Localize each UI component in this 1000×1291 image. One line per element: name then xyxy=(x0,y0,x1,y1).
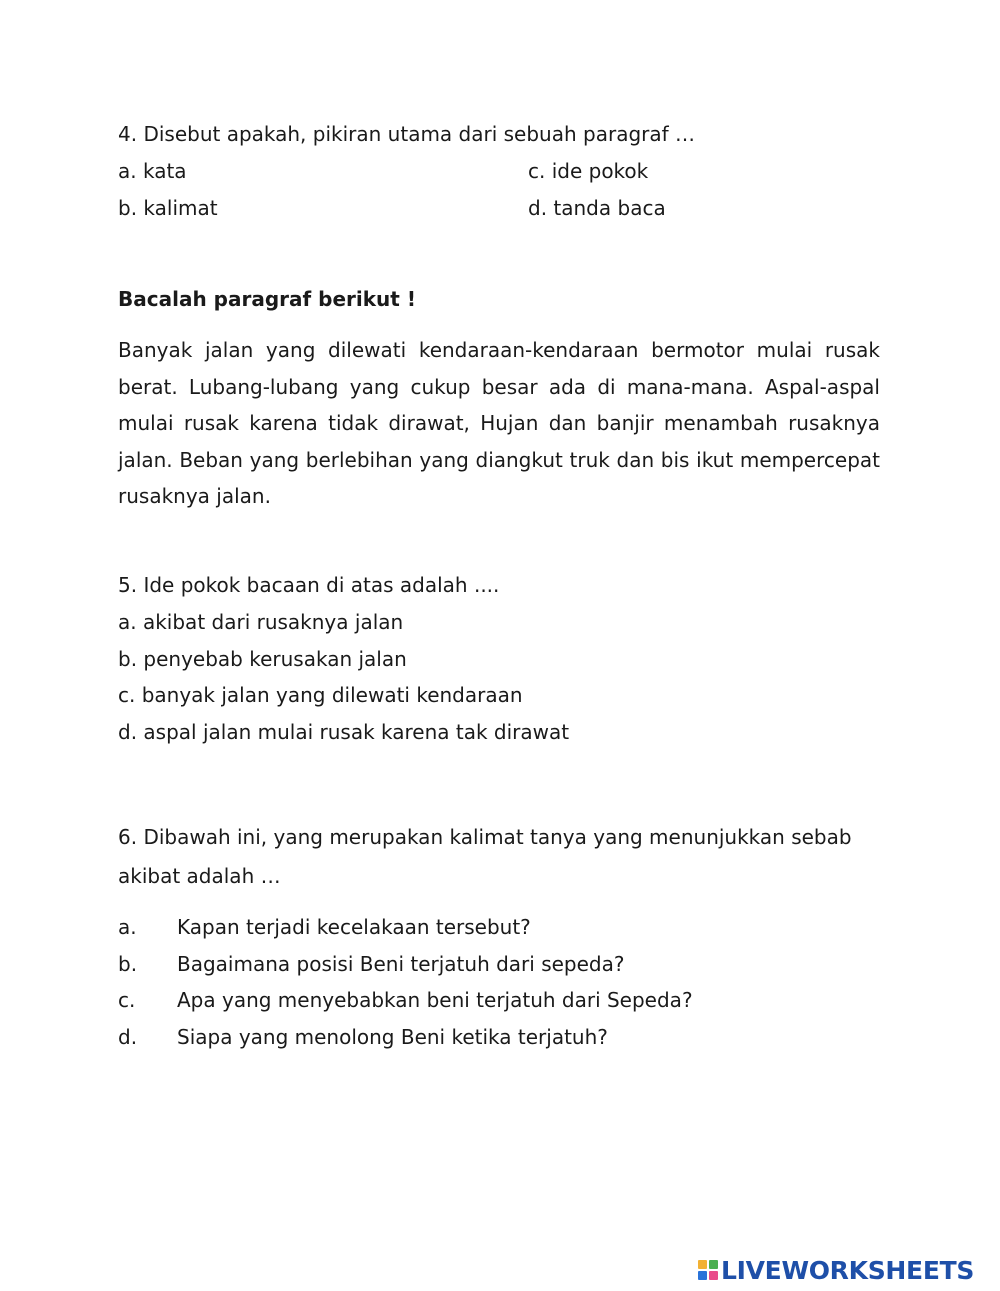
reading-paragraph: Banyak jalan yang dilewati kendaraan-kendaraan bermotor mulai rusak berat. Lubang-lubang yang cukup besar ada di mana-mana. Aspal-aspal mulai rusak karena tidak dirawat, Hujan dan banjir menambah rusaknya jalan. Beban yang berlebihan yang diangkut truk dan bis ikut mempercepat rusaknya jalan. xyxy=(118,338,880,508)
q5-question: 5. Ide pokok bacaan di atas adalah .... xyxy=(118,573,500,597)
logo-block xyxy=(698,1260,707,1269)
q6-option-text: Kapan terjadi kecelakaan tersebut? xyxy=(177,915,531,939)
q6-option-a xyxy=(118,917,531,937)
q4-option-a: a. kata xyxy=(118,159,187,183)
logo-block xyxy=(698,1271,707,1280)
q6-option-d xyxy=(118,1027,608,1047)
q6-option-text: Siapa yang menolong Beni ketika terjatuh? xyxy=(177,1025,608,1049)
q6-option-text: Apa yang menyebabkan beni terjatuh dari Sepeda? xyxy=(177,988,693,1012)
q6-option-c xyxy=(118,990,693,1010)
q6-option-key: c. xyxy=(118,988,136,1012)
q6-question-line1: 6. Dibawah ini, yang merupakan kalimat tanya yang menunjukkan sebab xyxy=(118,825,852,849)
q4-option-d: d. tanda baca xyxy=(528,196,666,220)
q5-option-b: b. penyebab kerusakan jalan xyxy=(118,647,407,671)
logo-block xyxy=(709,1271,718,1280)
q4-option-c: c. ide pokok xyxy=(528,159,649,183)
q6-option-key: a. xyxy=(118,915,137,939)
q6-option-text: Bagaimana posisi Beni terjatuh dari sepeda? xyxy=(177,952,625,976)
q6-question-line2: akibat adalah … xyxy=(118,864,281,888)
q5-option-a: a. akibat dari rusaknya jalan xyxy=(118,610,404,634)
q6-option-b xyxy=(118,954,624,974)
logo-blocks-icon xyxy=(698,1260,718,1280)
logo-brand-text: LIVEWORKSHEETS xyxy=(721,1255,975,1285)
q6-option-key: d. xyxy=(118,1025,138,1049)
logo-block xyxy=(709,1260,718,1269)
q4-question: 4. Disebut apakah, pikiran utama dari sebuah paragraf … xyxy=(118,122,696,146)
q5-option-d: d. aspal jalan mulai rusak karena tak dirawat xyxy=(118,720,570,744)
q4-option-b: b. kalimat xyxy=(118,196,218,220)
q5-option-c: c. banyak jalan yang dilewati kendaraan xyxy=(118,683,523,707)
q6-option-key: b. xyxy=(118,952,138,976)
reading-heading: Bacalah paragraf berikut ! xyxy=(118,287,416,311)
liveworksheets-logo[interactable] xyxy=(698,1256,974,1284)
